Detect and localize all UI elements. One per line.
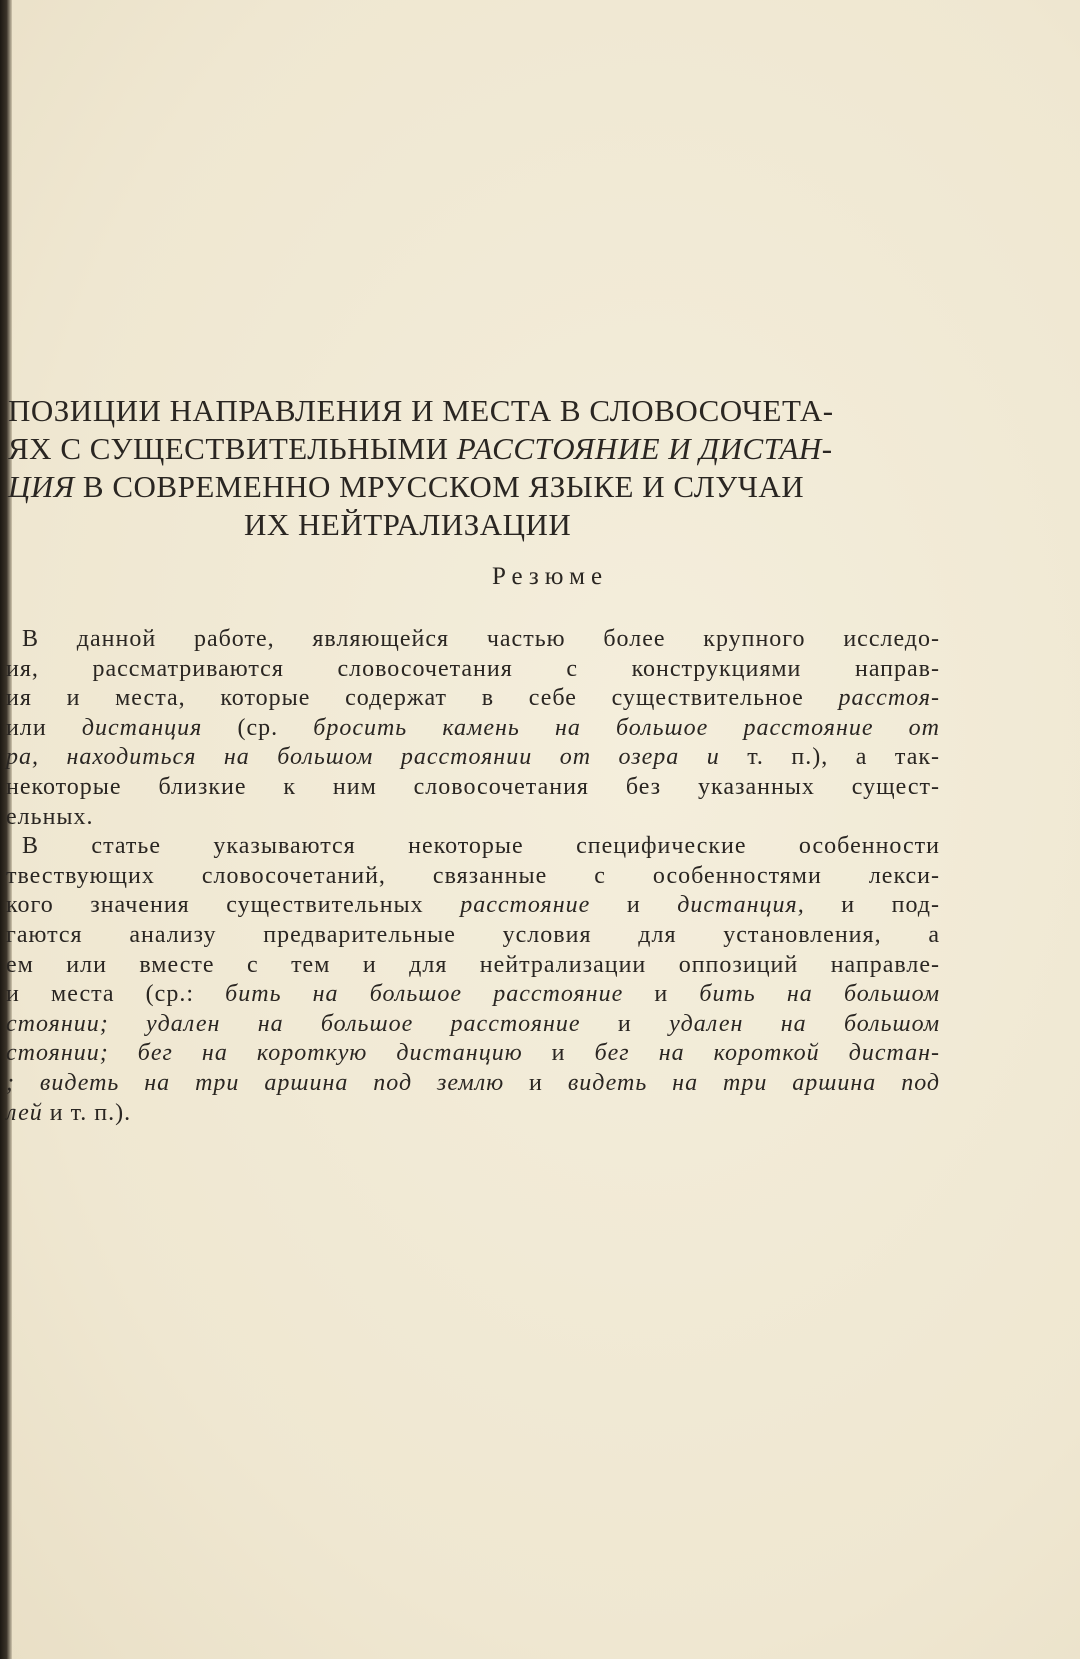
text-run: или xyxy=(6,714,82,741)
text-line xyxy=(6,862,940,892)
italic-run: удален на большом xyxy=(669,1010,941,1037)
article-title xyxy=(8,392,948,544)
text-line xyxy=(6,803,940,833)
text-line xyxy=(6,951,940,981)
text-line xyxy=(6,1010,940,1040)
title-line xyxy=(8,392,948,430)
text-run: и xyxy=(522,1040,595,1067)
italic-run: бросить камень на большое расстояние от xyxy=(313,714,940,741)
resume-body xyxy=(6,625,940,1128)
italic-run: бить на большом xyxy=(699,981,941,1008)
italic-run: расстояние xyxy=(460,892,591,919)
italic-run: бить на большое расстояние xyxy=(225,981,624,1008)
text-run: т. п.), а так- xyxy=(719,744,940,771)
text-run: и под- xyxy=(804,892,941,919)
title-text: ИХ НЕЙТРАЛИЗАЦИИ xyxy=(244,507,572,542)
italic-run: лей xyxy=(6,1099,43,1126)
title-line xyxy=(8,468,948,506)
text-run: ия и места, которые содержат в себе существительное xyxy=(6,685,839,712)
italic-run: стоянии; удален на большое расстояние xyxy=(6,1010,581,1037)
italic-run: бег на короткой дистан- xyxy=(594,1040,941,1067)
text-run: некоторые близкие к ним словосочетания без указанных сущест- xyxy=(6,773,940,800)
text-line xyxy=(6,1069,940,1099)
text-line xyxy=(6,1039,940,1069)
text-run: кого значения существительных xyxy=(6,892,461,919)
title-line xyxy=(8,506,948,544)
title-italic-text: РАССТОЯНИЕ И ДИСТАН- xyxy=(456,431,833,466)
title-italic-text: ЦИЯ xyxy=(8,469,75,504)
italic-run: расстоя- xyxy=(838,685,940,712)
resume-heading: Резюме xyxy=(491,563,609,590)
text-run: и xyxy=(590,892,678,919)
text-line xyxy=(6,684,940,714)
title-text: ПОЗИЦИИ НАПРАВЛЕНИЯ И МЕСТА В СЛОВОСОЧЕТА- xyxy=(8,393,834,428)
text-line xyxy=(6,1099,940,1129)
text-run: твествующих словосочетаний, связанные с особенностями лекси- xyxy=(6,862,940,889)
text-run: и xyxy=(580,1010,670,1037)
italic-run: стоянии; бег на короткую дистанцию xyxy=(6,1040,523,1067)
text-run: ия, рассматриваются словосочетания с конструкциями направ- xyxy=(6,655,940,682)
title-line xyxy=(8,430,948,468)
text-run: В статье указываются некоторые специфические особенности xyxy=(22,833,940,860)
title-text: В СОВРЕМЕННО МРУССКОМ ЯЗЫКЕ И СЛУЧАИ xyxy=(74,469,805,504)
italic-run: видеть на три аршина под xyxy=(567,1069,941,1096)
text-run: В данной работе, являющейся частью более крупного исследо- xyxy=(22,626,940,652)
italic-run: ; видеть на три аршина под землю xyxy=(6,1069,505,1096)
text-line xyxy=(6,921,940,951)
text-line xyxy=(6,773,940,803)
italic-run: дистанция, xyxy=(677,892,805,919)
text-line xyxy=(6,743,940,773)
text-line xyxy=(6,625,940,655)
text-run: и xyxy=(504,1069,568,1096)
text-run: и т. п.). xyxy=(42,1099,132,1126)
text-run: и места (ср.: xyxy=(6,981,226,1008)
text-run: (ср. xyxy=(202,714,314,741)
text-line xyxy=(6,714,940,744)
text-line xyxy=(6,891,940,921)
text-line xyxy=(6,655,940,685)
text-run: ельных. xyxy=(6,803,94,830)
text-run: ем или вместе с тем и для нейтрализации оппозиций направле- xyxy=(6,951,940,978)
text-run: гаются анализу предварительные условия для установления, а xyxy=(6,921,940,948)
text-line xyxy=(6,832,940,862)
italic-run: дистанция xyxy=(81,714,203,741)
text-run: и xyxy=(623,981,700,1008)
text-line xyxy=(6,980,940,1010)
italic-run: ра, находиться на большом расстоянии от озера и xyxy=(6,744,720,771)
title-text: ЯХ С СУЩЕСТВИТЕЛЬНЫМИ xyxy=(8,431,457,466)
